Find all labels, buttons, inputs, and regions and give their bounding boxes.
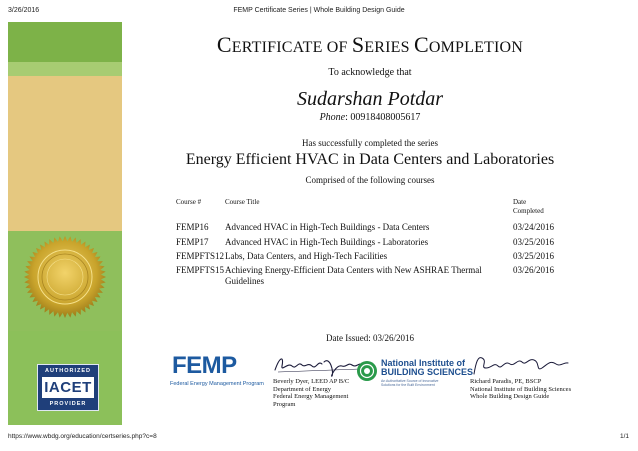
table-header-course-title: Course Title xyxy=(225,198,260,206)
table-row-course-title: Achieving Energy-Efficient Data Centers with New ASHRAE Thermal Guidelines xyxy=(225,265,482,286)
print-page-title: FEMP Certificate Series | Whole Building Design Guide xyxy=(233,7,405,14)
signature-beverly-dyer xyxy=(272,352,364,378)
recipient-phone: Phone: 00918408005617 xyxy=(319,112,421,123)
strip-green-top xyxy=(8,22,122,62)
table-row-date: 03/24/2016 xyxy=(513,222,555,232)
table-header-course-number: Course # xyxy=(176,198,202,206)
nibs-name-line1: National Institute of xyxy=(381,358,465,368)
date-issued: Date Issued: 03/26/2016 xyxy=(325,333,414,343)
print-url[interactable]: https://www.wbdg.org/education/certseries.php?c=8 xyxy=(8,433,157,440)
table-header-date: Date Completed xyxy=(513,198,544,215)
table-row-course-number: FEMPFTS15 xyxy=(176,265,225,275)
print-page-number: 1/1 xyxy=(619,433,629,440)
signature-left-text: Beverly Dyer, LEED AP B/C Department of Energy Federal Energy Management Program xyxy=(273,378,350,408)
iacet-bottom-text: PROVIDER xyxy=(49,401,87,407)
series-title: Energy Efficient HVAC in Data Centers and Laboratories xyxy=(185,151,555,168)
recipient-name: Sudarshan Potdar xyxy=(296,88,444,110)
table-row-course-number: FEMP16 xyxy=(176,222,209,232)
gold-seal-icon xyxy=(23,235,107,319)
table-row-course-title: Advanced HVAC in High-Tech Buildings - Laboratories xyxy=(225,237,429,247)
nibs-globe-icon xyxy=(356,360,378,382)
certificate-title: CERTIFICATE OF SERIES COMPLETION xyxy=(216,32,524,57)
strip-green-light xyxy=(8,62,122,76)
table-row-course-title: Advanced HVAC in High-Tech Buildings - Data Centers xyxy=(225,222,430,232)
signature-right-text: Richard Paradis, PE, BSCP National Institute of Building Sciences Whole Building Design Guide xyxy=(470,378,572,400)
table-row-date: 03/25/2016 xyxy=(513,251,555,261)
iacet-logo xyxy=(37,364,99,411)
table-row-course-number: FEMPFTS12 xyxy=(176,251,225,261)
nibs-tagline: An Authoritative Source of Innovative Solutions for the Built Environment xyxy=(381,379,439,387)
femp-logo: FEMP xyxy=(172,352,237,379)
strip-tan xyxy=(8,76,122,231)
acknowledge-text: To acknowledge that xyxy=(328,67,412,78)
iacet-mid-text: IACET xyxy=(42,377,94,398)
table-row-date: 03/25/2016 xyxy=(513,237,555,247)
table-row-course-number: FEMP17 xyxy=(176,237,209,247)
table-row-course-title: Labs, Data Centers, and High-Tech Facilities xyxy=(225,251,388,261)
comprised-text: Comprised of the following courses xyxy=(305,175,435,185)
print-date: 3/26/2016 xyxy=(8,7,40,14)
table-row-date: 03/26/2016 xyxy=(513,265,555,275)
femp-subtitle: Federal Energy Management Program xyxy=(170,381,264,387)
iacet-top-text: AUTHORIZED xyxy=(44,368,92,374)
nibs-name-line2: BUILDING SCIENCES xyxy=(381,367,474,377)
signature-richard-paradis xyxy=(470,352,570,378)
completed-text: Has successfully completed the series xyxy=(302,138,438,148)
